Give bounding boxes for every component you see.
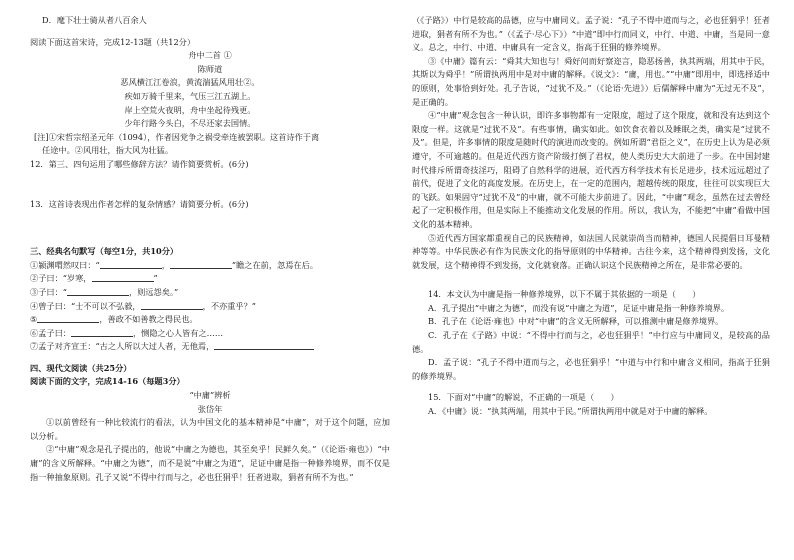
answer-blank[interactable] <box>141 300 203 310</box>
answer-blank[interactable] <box>214 340 314 350</box>
poem-footnote-cont: 任途中。②风用壮，指大风为壮猛。 <box>42 145 174 156</box>
question-15-option-a[interactable]: A．《中庸》说：“执其两端，用其中于民。”所谓执两用中就是对于中庸的解释。 <box>428 406 713 417</box>
poem-body <box>30 76 390 130</box>
section-4-heading: 四、现代文阅读（共25分） <box>30 362 132 373</box>
section-3-heading: 三、经典名句默写（每空1分，共10分） <box>30 246 179 257</box>
poem-line: 岸上空荒火夜明，舟中坐起待残更。 <box>124 104 256 115</box>
poem-author: 陈师道 <box>197 63 223 74</box>
fill-item-2: ②子曰：“岁寒， ” <box>30 273 158 284</box>
question-15: 15．下面对“中庸”的解说，不正确的一项是（ ） <box>428 392 619 403</box>
poem-line: 疾如万骑千里来，气压三江五湖上。 <box>124 90 256 101</box>
option-d: D．麾下壮士骑从者八百余人 <box>42 15 147 25</box>
poem-line: 恶风横江江卷浪，黄流湍猛风用壮②。 <box>120 77 260 88</box>
question-12: 12．第三、四句运用了哪些修辞方法？请作简要赏析。(6分) <box>30 158 249 169</box>
answer-blank[interactable] <box>37 313 99 323</box>
poem-instruction: 阅读下面这首宋诗，完成12-13题（共12分） <box>30 36 196 47</box>
question-14-option-a[interactable]: A．孔子提出“中庸之为德”，而没有说“中庸之为道”，足证中庸是指一种修养境界。 <box>428 302 730 313</box>
right-column <box>412 14 770 419</box>
question-14-option-d[interactable]: D．孟子说：“孔子不得中道而与之，必也狂狷乎！”中道与中行和中庸含义相同，指高于狂狷的修养境界。 <box>412 357 770 381</box>
article-instruction: 阅读下面的文字，完成14-16（每题3分） <box>30 376 185 387</box>
question-14-option-b[interactable]: B．孔子在《论语·雍也》中对“中庸”的含义无所解释，可以推测中庸是修养境界。 <box>428 316 724 327</box>
answer-blank[interactable] <box>67 286 129 296</box>
fill-item-3: ③子曰：“ ，则远怨矣。” <box>30 286 179 297</box>
article-author: 张岱年 <box>197 403 223 414</box>
answer-blank[interactable] <box>100 259 162 269</box>
article-paragraph-1: ①以前曾经有一种比较流行的看法，认为中国文化的基本精神是“中庸”，对于这个问题，应加以分析。 <box>30 417 390 441</box>
question-14: 14．本文认为中庸是指一种修养境界，以下不属于其依据的一项是（ ） <box>428 289 701 300</box>
fill-item-6: ⑥孟子曰： ，恻隐之心人皆有之…… <box>30 327 224 338</box>
fill-item-7: ⑦孟子对齐宣王：“古之人所以大过人者，无他焉， <box>30 340 390 354</box>
article-paragraph-2: ②“中庸”观念是孔子提出的，他说“中庸之为德也，其至矣乎！民鲜久矣。”（《论语·雍也》）“中庸”的含义所解释。“中庸之为德”，而不是说“中庸之为道”，足证中庸是指一种修养境界，而不仅是指一种抽象原则。孔子又说“不得中行而与之，必也狂狷乎！狂者进取，狷者有所不为也。” <box>30 444 390 482</box>
fill-item-1: ①颍渊喟然叹曰：“ ， ”瞻之在前，忽焉在后。 <box>30 259 318 270</box>
article-paragraph-5: ⑤近代西方国家都重视自己的民族精神，如法国人民就崇尚当而精神，德国人民提倡日耳曼精神等等。中华民族必有作为民族文化的指导原则的中华精神。古往今来，这个精神得到发扬，文化就发展，这个精神得不到发扬，文化就衰落。正确认识这个民族精神之所在，是非常必要的。 <box>412 232 770 270</box>
article-paragraph-4: ④“中庸”观念包含一种认识，即许多事物都有一定限度，超过了这个限度，就和没有达到这个限度一样。这就是“过犹不及”。有些事情，确实如此。如饮食衣着以及睡眠之类，确实是“过犹不及”。但是，许多事情的限度是随时代的演进而改变的。例如所谓“君臣之义”，在历史上认为是必须遵守，不可逾越的。但是近代西方资产阶级打倒了君权，使人类历史大大前进了一步。在中国封建时代排斥所谓奇技淫巧，阻碍了自然科学的进展，近代西方科学技术有长足进步，技术远远超过了前代，促进了文化的高度发展。在历史上，在一定的范围内，超越传统的限度，往往可以实现巨大的飞跃。如果固守“过犹不及”的中庸，就不可能大步前进了。因此，“中庸”观念，虽然在过去曾经起了一定积极作用，但是实际上不能推动文化发展的作用。所以，我认为，不能把“中庸”看做中国文化的基本精神。 <box>412 110 770 229</box>
question-13: 13．这首诗表现出作者怎样的复杂情感？请简要分析。(6分) <box>30 198 249 209</box>
answer-blank[interactable] <box>92 272 154 282</box>
answer-blank[interactable] <box>170 259 232 269</box>
poem-title: 舟中二首 ① <box>188 50 232 61</box>
article-title: “中庸”辨析 <box>189 390 231 401</box>
article-paragraph-2-cont: （《子路》）中行是较高的品德，应与中庸同义。孟子说：“孔子不得中道而与之，必也狂狷乎！狂者进取，狷者有所不为也。”（《孟子·尽心下》）“中道”即中行而同义，中行、中道、中庸，当是同一意义。总之，中行、中道、中庸具有一定含义，指高于狂狷的修养境界。 <box>412 15 770 53</box>
fill-item-5: ⑤ ，善政不如善教之得民也。 <box>30 314 198 325</box>
article-paragraph-3: ③《中庸》篇有云：“舜其大知也与！舜好问而好察迩言，隐恶扬善，执其两端，用其中于民，其斯以为舜乎！”所谓执两用中是对中庸的解释。《说文》：“庸，用也。”“中庸”即用中，即选择适中的原则，处事恰到好处。孔子告说，“过犹不及。”（《论语·先进》）后儒解释中庸为“无过无不及”，是正确的。 <box>412 55 770 107</box>
fill-item-4: ④曾子曰：“士不可以不弘毅， ，不亦重乎？” <box>30 300 256 311</box>
poem-footnote: [注]①宋哲宗绍圣元年（1094），作者因党争之祸受牵连被罢职。这首诗作于离 <box>34 131 320 142</box>
question-14-option-c[interactable]: C．孔子在《子路》中说：“不得中行而与之，必也狂狷乎！”中行应与中庸同义，是较高的品德。 <box>412 330 770 354</box>
poem-line: 少年行路今头白，不尽还家去国情。 <box>124 118 256 129</box>
left-column <box>30 14 390 484</box>
answer-blank[interactable] <box>71 327 133 337</box>
